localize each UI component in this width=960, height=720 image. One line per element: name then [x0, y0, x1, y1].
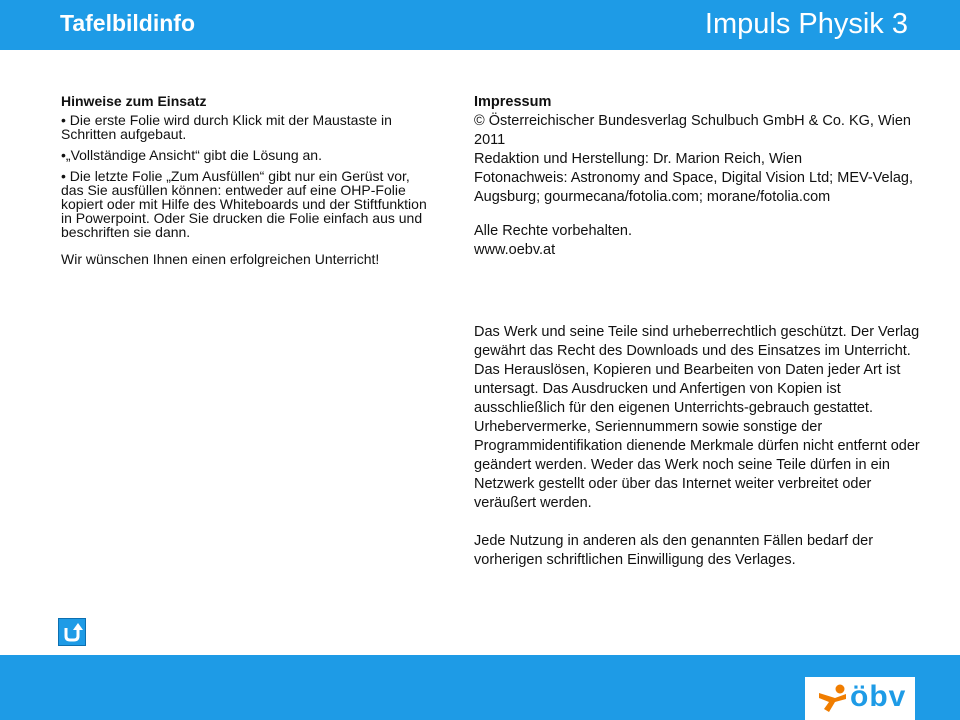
usage-hint-item: • Die letzte Folie „Zum Ausfüllen“ gibt nur ein Gerüst vor, das Sie ausfüllen können: entweder auf eine OHP-Folie kopiert oder mit Hilfe des Whiteboards und der Stiftfunktion in Powerpoint. Oder Sie drucken die Folie einfach aus und beschriften sie dann. [61, 168, 427, 240]
rights-reserved: Alle Rechte vorbehalten. [474, 223, 632, 239]
back-button[interactable] [58, 618, 86, 646]
usage-hints-heading: Hinweise zum Einsatz [61, 93, 207, 109]
slide-title: Tafelbildinfo [60, 10, 196, 36]
copyright-notice: Das Werk und seine Teile sind urheberrechtlich geschützt. Der Verlag gewährt das Recht des Downloads und des Einsatzes im Unterricht. Das Herauslösen, Kopieren und Bearbeiten von Daten jeder Art ist untersagt. Das Ausdrucken und Anfertigen von Kopien ist ausschließlich für den eigenen Unterrichts-gebrauch gestattet. Urhebervermerke, Seriennummern sowie sonstige der Programmidentifikation dienende Merkmale dürfen nicht entfernt oder geändert werden. Weder das Werk noch seine Teile dürfen in ein Netzwerk gestellt oder über das Internet weiter verbreitet oder veräußert werden. [474, 324, 920, 511]
editorial-line: Redaktion und Herstellung: Dr. Marion Reich, Wien [474, 151, 803, 167]
usage-hint-item: •„Vollständige Ansicht“ gibt die Lösung an. [61, 147, 322, 163]
return-arrow-icon [61, 621, 83, 643]
usage-hint-item: • Die erste Folie wird durch Klick mit der Maustaste in Schritten aufgebaut. [61, 112, 392, 142]
usage-hints-section [61, 94, 433, 266]
header-bar [0, 0, 960, 50]
figure-icon [817, 683, 849, 715]
publisher-website: www.oebv.at [474, 242, 556, 258]
photo-credits: Fotonachweis: Astronomy and Space, Digital Vision Ltd; MEV-Velag, Augsburg; gourmecana/fotolia.com; morane/fotolia.com [474, 170, 914, 205]
closing-greeting: Wir wünschen Ihnen einen erfolgreichen Unterricht! [61, 251, 380, 267]
impressum-section [474, 93, 934, 570]
usage-notice: Jede Nutzung in anderen als den genannten Fällen bedarf der vorherigen schriftlichen Einwilligung des Verlages. [474, 533, 874, 568]
impressum-heading: Impressum [474, 94, 552, 110]
series-title: Impuls Physik 3 [704, 8, 908, 40]
publisher-logo [805, 677, 915, 720]
copyright-line: © Österreichischer Bundesverlag Schulbuch GmbH & Co. KG, Wien 2011 [474, 113, 911, 148]
logo-text: öbv [850, 680, 907, 713]
